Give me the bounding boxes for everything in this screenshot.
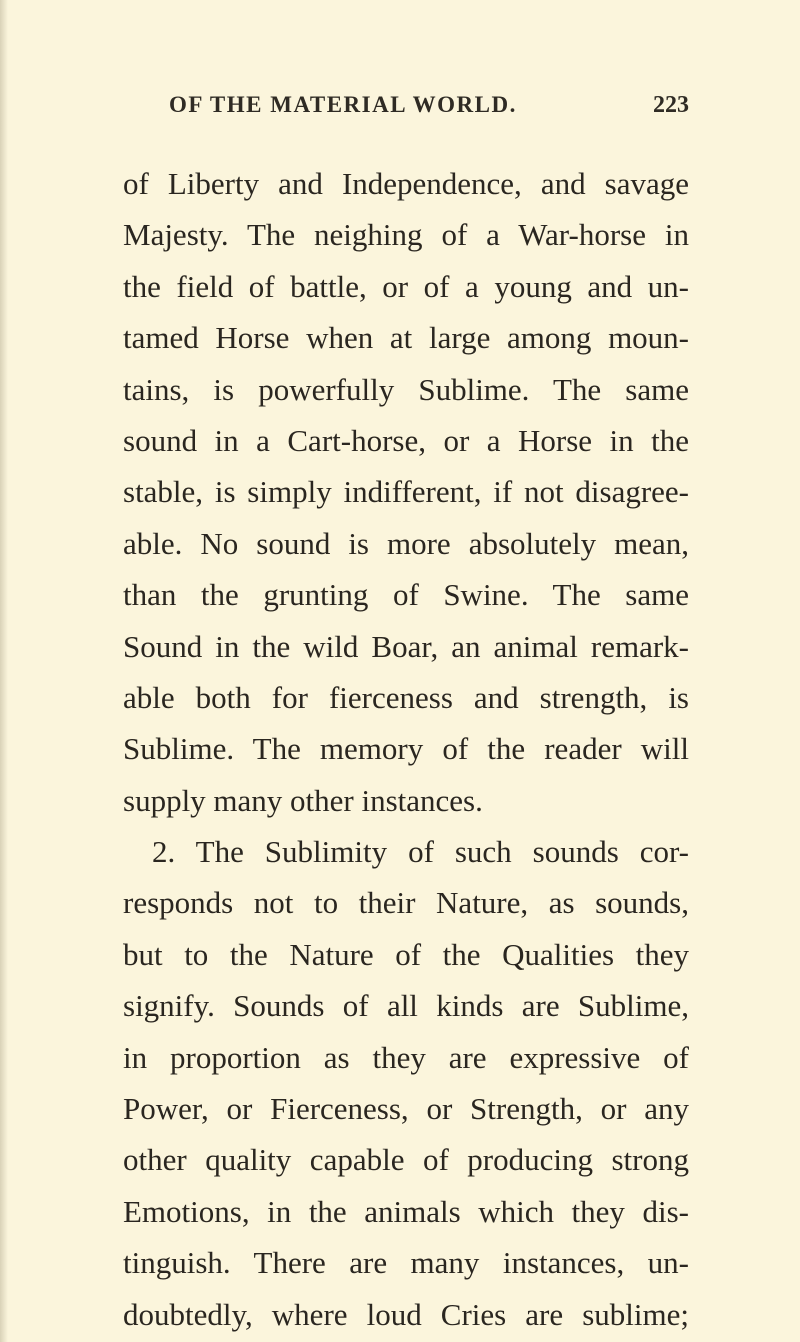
text-line: signify. Sounds of all kinds are Sublime,: [123, 988, 689, 1024]
text-line: Power, or Fierceness, or Strength, or any: [123, 1091, 689, 1127]
text-line: Sound in the wild Boar, an animal remark-: [123, 628, 689, 664]
text-line: able. No sound is more absolutely mean,: [123, 525, 689, 561]
running-head-title: OF THE MATERIAL WORLD.: [169, 92, 517, 117]
text-line: sound in a Cart-horse, or a Horse in the: [123, 422, 689, 458]
text-line: tains, is powerfully Sublime. The same: [123, 371, 689, 407]
running-head: [169, 92, 689, 132]
text-line: Majesty. The neighing of a War-horse in: [123, 217, 689, 253]
text-line: than the grunting of Swine. The same: [123, 577, 689, 613]
text-line: stable, is simply indifferent, if not disagree-: [123, 474, 689, 510]
text-line: tamed Horse when at large among moun-: [123, 320, 689, 356]
text-line: able both for fierceness and strength, is: [123, 679, 689, 715]
page-number: 223: [653, 92, 689, 118]
text-line: Sublime. The memory of the reader will: [123, 731, 689, 767]
text-line: tinguish. There are many instances, un-: [123, 1245, 689, 1281]
text-line: in proportion as they are expressive of: [123, 1039, 689, 1075]
page-edge: [0, 0, 8, 1342]
text-line: but to the Nature of the Qualities they: [123, 936, 689, 972]
text-line: the field of battle, or of a young and un-: [123, 268, 689, 304]
text-line: doubtedly, where loud Cries are sublime;: [123, 1296, 689, 1332]
text-line: supply many other instances.: [123, 782, 483, 818]
text-line: responds not to their Nature, as sounds,: [123, 885, 689, 921]
text-line: of Liberty and Independence, and savage: [123, 166, 689, 201]
body-text: [123, 158, 689, 1340]
text-line: Emotions, in the animals which they dis-: [123, 1193, 689, 1229]
paragraph-start-line: 2. The Sublimity of such sounds cor-: [152, 834, 689, 870]
text-line: other quality capable of producing strong: [123, 1142, 689, 1178]
